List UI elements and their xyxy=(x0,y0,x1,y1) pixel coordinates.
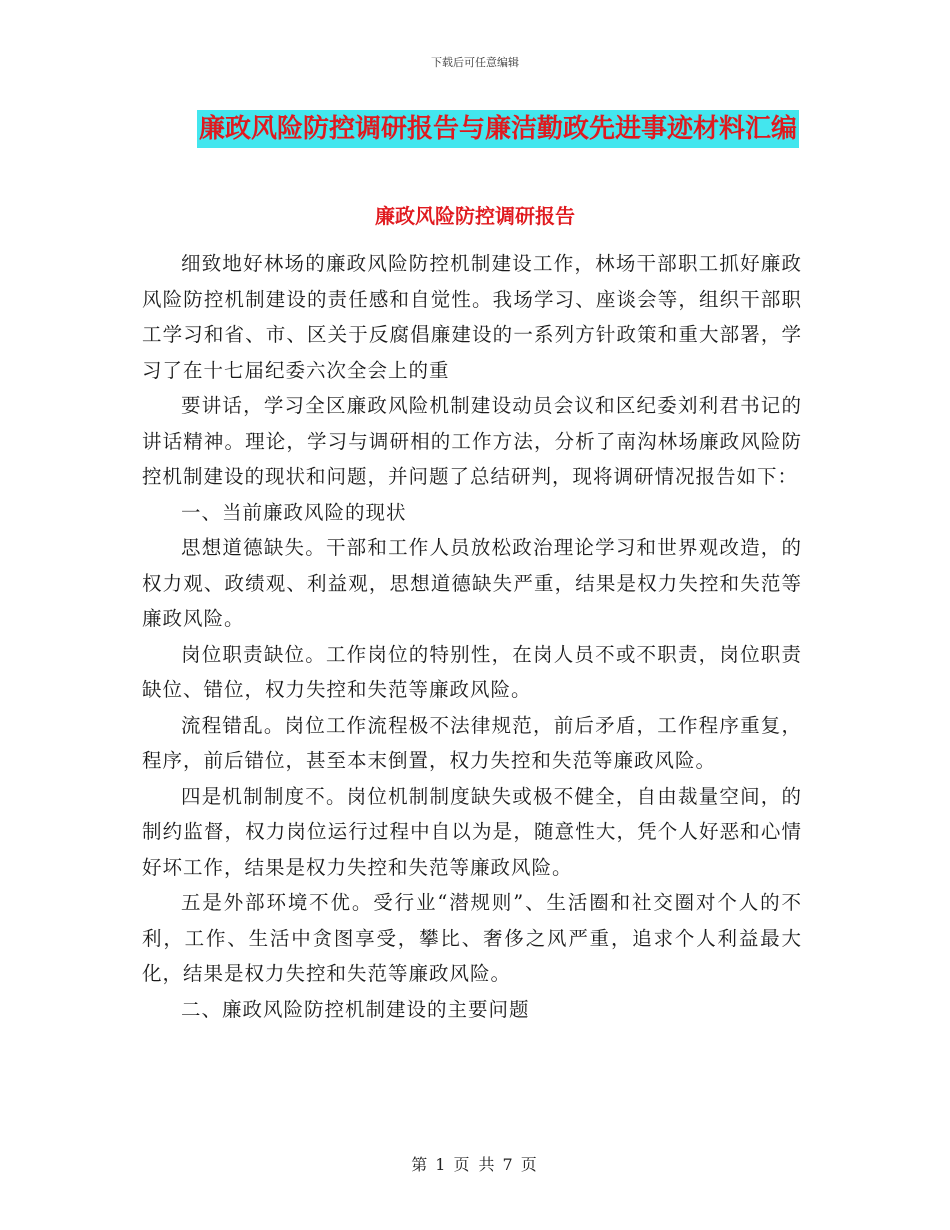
footer-middle: 页 共 xyxy=(453,1155,497,1174)
footer-suffix: 页 xyxy=(520,1155,539,1174)
paragraph: 流程错乱。岗位工作流程极不法律规范，前后矛盾，工作程序重复，程序，前后错位，甚至本末倒置，权力失控和失范等廉政风险。 xyxy=(142,713,802,772)
document-title: 廉政风险防控调研报告与廉洁勤政先进事迹材料汇编 xyxy=(197,110,799,148)
header-note: 下载后可任意编辑 xyxy=(431,56,519,69)
document-title-wrapper xyxy=(0,110,950,148)
total-pages-number: 7 xyxy=(502,1155,515,1174)
paragraph: 要讲话，学习全区廉政风险机制建设动员会议和区纪委刘利君书记的讲话精神。理论，学习与调研相的工作方法，分析了南沟林场廉政风险防控机制建设的现状和问题，并问题了总结研判，现将调研情况报告如下： xyxy=(142,394,802,488)
paragraph: 思想道德缺失。干部和工作人员放松政治理论学习和世界观改造，的权力观、政绩观、利益观，思想道德缺失严重，结果是权力失控和失范等廉政风险。 xyxy=(142,536,802,630)
paragraph: 五是外部环境不优。受行业“潜规则”、生活圈和社交圈对个人的不利，工作、生活中贪图享受，攀比、奢侈之风严重，追求个人利益最大化，结果是权力失控和失范等廉政风险。 xyxy=(142,891,802,985)
paragraph: 四是机制制度不。岗位机制制度缺失或极不健全，自由裁量空间，的制约监督，权力岗位运行过程中自以为是，随意性大，凭个人好恶和心情好坏工作，结果是权力失控和失范等廉政风险。 xyxy=(142,784,802,879)
paragraph: 一、当前廉政风险的现状 xyxy=(181,500,407,524)
paragraph: 岗位职责缺位。工作岗位的特别性，在岗人员不或不职责，岗位职责缺位、错位，权力失控和失范等廉政风险。 xyxy=(142,642,802,701)
page-footer xyxy=(0,1152,950,1175)
paragraph: 细致地好林场的廉政风险防控机制建设工作，林场干部职工抓好廉政风险防控机制建设的责任感和自觉性。我场学习、座谈会等，组织干部职工学习和省、市、区关于反腐倡廉建设的一系列方针政策和重大部署，学习了在十七届纪委六次全会上的重 xyxy=(142,252,802,382)
paragraph: 二、廉政风险防控机制建设的主要问题 xyxy=(181,997,530,1021)
section-title: 廉政风险防控调研报告 xyxy=(375,204,575,228)
body-text xyxy=(142,246,802,1027)
footer-prefix: 第 xyxy=(411,1155,430,1174)
current-page-number: 1 xyxy=(435,1155,448,1174)
